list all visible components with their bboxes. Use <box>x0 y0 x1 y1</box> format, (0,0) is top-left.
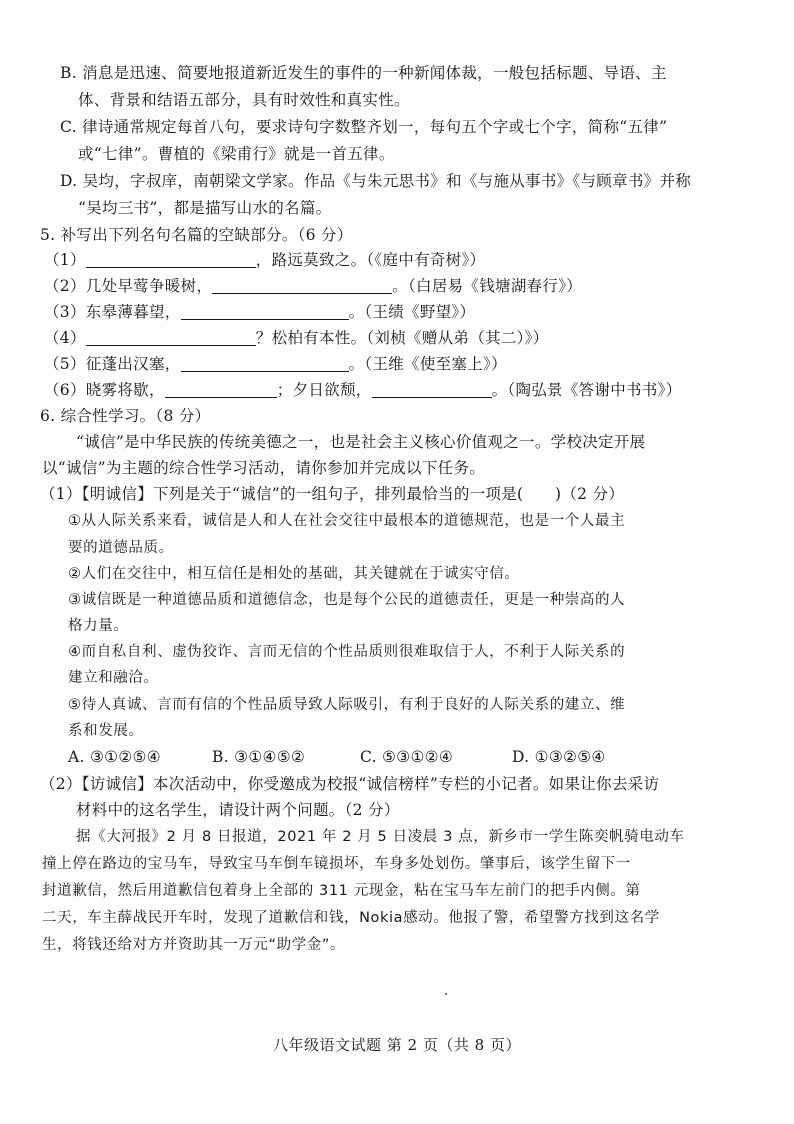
question-5-title: 5. 补写出下列名句名篇的空缺部分。（6 分） <box>40 226 353 244</box>
choice-a: A. ③①②⑤④ <box>68 748 161 766</box>
q5-item-before: 几处早莺争暖树， <box>85 277 213 295</box>
q6-part1-title: （1）【明诚信】下列是关于“诚信”的一组句子，排列最恰当的一项是( )（2 分） <box>40 485 625 503</box>
scan-speck <box>445 993 447 995</box>
sentence-4-line2: 建立和融洽。 <box>68 670 159 686</box>
answer-blank[interactable] <box>181 355 349 372</box>
q5-item-2 <box>44 275 582 297</box>
q6-intro-line1: “诚信”是中华民族的传统美德之一，也是社会主义核心价值观之一。学校决定开展 <box>76 433 646 451</box>
q5-item-after: ，路远莫致之。（《庭中有奇树》） <box>255 251 486 269</box>
option-d-line2: “吴均三书”，都是描写山水的名篇。 <box>78 199 332 217</box>
material-line1: 据《大河报》2 月 8 日报道，2021 年 2 月 5 日凌晨 3 点，新乡市一学生陈奕帆骑电动车 <box>76 829 685 845</box>
q5-item-num: （2） <box>44 277 86 295</box>
q5-item-middle: ；夕日欲颓， <box>276 381 372 399</box>
option-d-line1: D. 吴均，字叔庠，南朝梁文学家。作品《与朱元思书》和《与施从事书》《与顾章书》并称 <box>60 172 692 190</box>
sentence-3-line1: ③诚信既是一种道德品质和道德信念，也是每个公民的道德责任，更是一种崇高的人 <box>68 592 626 608</box>
sentence-1-line1: ①从人际关系来看，诚信是人和人在社会交往中最根本的道德规范，也是一个人最主 <box>68 513 626 529</box>
q5-item-num: （1） <box>44 251 86 269</box>
q6-intro-line2: 以“诚信”为主题的综合性学习活动，请你参加并完成以下任务。 <box>42 459 486 477</box>
q5-item-3 <box>44 301 475 323</box>
q5-item-6 <box>44 379 682 401</box>
choice-b: B. ③①④⑤② <box>212 748 306 766</box>
answer-blank[interactable] <box>181 303 349 320</box>
sentence-5-line1: ⑤待人真诚、言而有信的个性品质导致人际吸引，有利于良好的人际关系的建立、维 <box>68 697 626 713</box>
sentence-4-line1: ④而自私自利、虚伪狡诈、言而无信的个性品质则很难取信于人，不利于人际关系的 <box>68 644 626 660</box>
q5-item-after: 。（王绩《野望》） <box>348 303 476 321</box>
question-6-title: 6. 综合性学习。（8 分） <box>40 407 211 425</box>
page-footer: 八年级语文试题 第 2 页（共 8 页） <box>273 1036 521 1054</box>
q5-item-before: 东皋薄暮望， <box>85 303 181 321</box>
material-line3: 封道歉信，然后用道歉信包着身上全部的 311 元现金，粘在宝马车左前门的把手内侧。第 <box>42 883 641 899</box>
q6-part2-title-line2: 材料中的这名学生，请设计两个问题。（2 分） <box>76 801 400 819</box>
q6-part2-title-line1: （2）【访诚信】本次活动中，你受邀成为校报“诚信榜样”专栏的小记者。如果让你去采访 <box>40 775 660 793</box>
q5-item-before: 晓雾将歇， <box>85 381 165 399</box>
q5-item-1 <box>44 249 485 271</box>
answer-blank[interactable] <box>212 277 392 294</box>
q5-item-5 <box>44 353 507 375</box>
q5-item-after: 。（王维《使至塞上》） <box>348 355 507 373</box>
answer-blank[interactable] <box>86 329 256 346</box>
q5-item-after: 。（陶弘景《答谢中书书》） <box>491 381 682 399</box>
q5-item-num: （6） <box>44 381 86 399</box>
sentence-5-line2: 系和发展。 <box>68 723 144 739</box>
option-c-line1: C. 律诗通常规定每首八句，要求诗句字数整齐划一，每句五个字或七个字，简称“五律” <box>60 118 668 136</box>
option-c-line2: 或“七律”。曹植的《梁甫行》就是一首五律。 <box>78 145 395 163</box>
answer-blank[interactable] <box>372 381 492 398</box>
q5-item-after: ？松柏有本性。（刘桢《赠从弟（其二）》） <box>255 329 549 347</box>
material-line5: 生，将钱还给对方并资助其一万元“助学金”。 <box>42 937 346 953</box>
option-b-line2: 体、背景和结语五部分，具有时效性和真实性。 <box>78 91 410 109</box>
answer-blank[interactable] <box>165 381 277 398</box>
sentence-3-line2: 格力量。 <box>68 618 129 634</box>
material-line2: 撞上停在路边的宝马车，导致宝马车倒车镜损坏，车身多处划伤。肇事后，该学生留下一 <box>42 856 631 872</box>
sentence-2-line1: ②人们在交往中，相互信任是相处的基础，其关键就在于诚实守信。 <box>68 566 520 582</box>
q5-item-after: 。（白居易《钱塘湖春行》） <box>392 277 583 295</box>
q5-item-num: （3） <box>44 303 86 321</box>
q5-item-before: 征蓬出汉塞， <box>85 355 181 373</box>
q5-item-num: （5） <box>44 355 86 373</box>
material-line4: 二天，车主薛战民开车时，发现了道歉信和钱，Nokia感动。他报了警，希望警方找到这名学 <box>42 910 660 926</box>
sentence-1-line2: 要的道德品质。 <box>68 540 174 556</box>
choice-d: D. ①③②⑤④ <box>512 748 606 766</box>
option-b-line1: B. 消息是迅速、简要地报道新近发生的事件的一种新闻体裁，一般包括标题、导语、主 <box>60 64 667 82</box>
q5-item-num: （4） <box>44 329 86 347</box>
q5-item-4 <box>44 327 549 349</box>
answer-blank[interactable] <box>86 251 256 268</box>
choice-c: C. ⑤③①②④ <box>360 748 454 766</box>
